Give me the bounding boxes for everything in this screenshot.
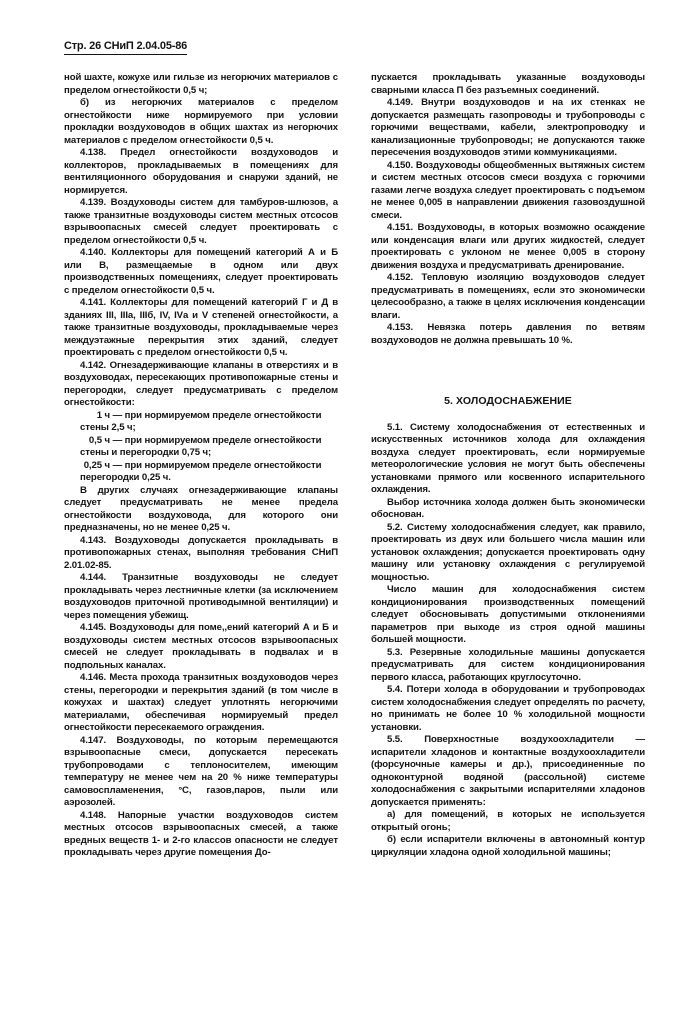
clause-4-142: 4.142. Огнезадерживающие клапаны в отверстиях и в воздуховодах, пересекающих противопожарные стены и перегородки, следует предусматривать с пределом огнестойкости:	[64, 359, 338, 408]
fire-rating-item	[64, 435, 338, 460]
clause-5-2: 5.2. Систему холодоснабжения следует, как правило, проектировать из двух или большего числа машин или установок охлаждения; допускается проектировать одну машину или установку охлаждения с регулируемой мощностью.	[371, 521, 645, 583]
fire-rating-text: — при нормируемом пределе огнестойкости стены 2,5 ч;	[80, 409, 322, 433]
clause-4-144: 4.144. Транзитные воздуховоды не следует прокладывать через лестничные клетки (за исключением воздуховодов приточной противодымной вентиляции) и через помещения убежищ.	[64, 572, 338, 621]
clause-4-147: 4.147. Воздуховоды, по которым перемещаются взрывоопасные смеси, допускается пересекать трубопроводами с теплоносителем, имеющим температуру не менее чем на 20 % ниже температуры самовоспламенения, °С, газов,паров, пыли или аэрозолей.	[64, 734, 338, 808]
page-header: Стр. 26 СНиП 2.04.05-86	[64, 40, 187, 55]
clause-4-146: 4.146. Места прохода транзитных воздуховодов через стены, перегородки и перекрытия зданий (в том числе в кожухах и шахтах) следует уплотнять негорючими материалами, обеспечивая нормируемый предел огнестойкости пересекаемого ограждения.	[64, 672, 338, 733]
paragraph: б) из негорючих материалов с пределом огнестойкости ниже нормируемого при условии прокладки воздуховодов в общих шахтах из негорючих материалов с пределом огнестойкости 0,5 ч.	[64, 97, 338, 146]
fire-rating-item	[64, 460, 338, 485]
fire-rating-value: 0,25 ч	[83, 459, 110, 471]
clause-4-139: 4.139. Воздуховоды систем для тамбуров-шлюзов, а также транзитные воздуховоды систем местных отсосов взрывоопасных смесей следует проектировать с пределом огнестойкости 0,5 ч.	[64, 197, 338, 246]
fire-rating-text: — при нормируемом пределе огнестойкости перегородки 0,25 ч.	[80, 459, 322, 483]
right-column	[371, 72, 645, 859]
clause-4-141: 4.141. Коллекторы для помещений категорий Г и Д в зданиях III, IIIа, IIIб, IV, IVа и V степеней огнестойкости, а также транзитные воздуховоды, прокладываемые через междуэтажные перекрытия этих зданий, следует проектировать с пределом огнестойкости 0,5 ч.	[64, 297, 338, 358]
fire-rating-item	[64, 410, 338, 435]
clause-5-1: 5.1. Систему холодоснабжения от естественных и искусственных источников холода для охлаждения воздуха следует проектировать, если нормируемые метеорологические условия не могут быть обеспечены установками прямого или косвенного испарительного охлаждения.	[371, 421, 645, 495]
clause-4-143: 4.143. Воздуховоды допускается прокладывать в противопожарных стенах, выполняя требования СНиП 2.01.02-85.	[64, 534, 338, 571]
clause-4-149: 4.149. Внутри воздуховодов и на их стенках не допускается размещать газопроводы и трубопроводы с горючими веществами, кабели, электропроводку и канализационные трубопроводы; не допускаются также пересечения воздуховодов этими коммуникациями.	[371, 97, 645, 158]
paragraph: Число машин для холодоснабжения систем кондиционирования производственных помещений следует обосновывать допустимыми отклонениями параметров при выходе из строя одной машины большей мощности.	[371, 584, 645, 645]
clause-4-153: 4.153. Невязка потерь давления по ветвям воздуховодов не должна превышать 10 %.	[371, 322, 645, 346]
clause-4-152: 4.152. Тепловую изоляцию воздуховодов следует предусматривать в помещениях, если это экономически целесообразно, а также в целях исключения конденсации влаги.	[371, 272, 645, 321]
clause-5-5: 5.5. Поверхностные воздухоохладители — испарители хладонов и контактные воздухоохладители (форсуночные камеры и др.), присоединенные по одноконтурной водяной (рассольной) системе холодоснабжения с закрытыми испарителями хладонов допускается применять:	[371, 734, 645, 808]
fire-rating-value: 0,5 ч	[88, 434, 110, 446]
left-column	[64, 72, 338, 860]
list-item: б) если испарители включены в автономный контур циркуляции хладона одной холодильной машины;	[371, 834, 645, 858]
clause-5-4: 5.4. Потери холода в оборудовании и трубопроводах систем холодоснабжения следует определять по расчету, но принимать не более 10 % холодильной мощности установки.	[371, 684, 645, 733]
section-title: 5. ХОЛОДОСНАБЖЕНИЕ	[444, 395, 572, 407]
clause-5-3: 5.3. Резервные холодильные машины допускается предусматривать для систем кондиционирования первого класса, работающих круглосуточно.	[371, 646, 645, 683]
paragraph: Выбор источника холода должен быть экономически обоснован.	[371, 496, 645, 520]
paragraph: В других случаях огнезадерживающие клапаны следует предусматривать не менее предела огнестойкости воздуховода, для которого они предназначены, но не менее 0,25 ч.	[64, 484, 338, 533]
clause-4-140: 4.140. Коллекторы для помещений категорий А и Б или В, размещаемые в одном или двух производственных помещениях, следует проектировать с пределом огнестойкости 0,5 ч.	[64, 247, 338, 296]
list-item: а) для помещений, в которых не используется открытый огонь;	[371, 809, 645, 833]
clause-4-138: 4.138. Предел огнестойкости воздуховодов и коллекторов, прокладываемых в помещениях для вентиляционного оборудования и снаружи зданий, не нормируется.	[64, 147, 338, 196]
fire-rating-text: — при нормируемом пределе огнестойкости стены и перегородки 0,75 ч;	[80, 434, 322, 458]
fire-rating-value: 1 ч	[96, 409, 110, 421]
clause-4-145: 4.145. Воздуховоды для поме,,ений категорий А и Б и воздуховоды систем местных отсосов взрывоопасных смесей не следует прокладывать в подвалах и в подпольных каналах.	[64, 622, 338, 671]
clause-4-150: 4.150. Воздуховоды общеобменных вытяжных систем и систем местных отсосов смеси воздуха с горючими газами легче воздуха следует проектировать с подъемом не менее 0,005 в направлении движения газовоздушной смеси.	[371, 159, 645, 221]
clause-4-148: 4.148. Напорные участки воздуховодов систем местных отсосов взрывоопасных смесей, а также вредных веществ 1- и 2-го классов опасности не следует прокладывать через другие помещения До-	[64, 809, 338, 858]
paragraph: пускается прокладывать указанные воздуховоды сварными класса П без разъемных соединений.	[371, 72, 645, 96]
clause-4-151: 4.151. Воздуховоды, в которых возможно осаждение или конденсация влаги или других жидкостей, следует проектировать с уклоном не менее 0,005 в сторону движения воздуха и предусматривать дренирование.	[371, 222, 645, 271]
paragraph: ной шахте, кожухе или гильзе из негорючих материалов с пределом огнестойкости 0,5 ч;	[64, 72, 338, 96]
